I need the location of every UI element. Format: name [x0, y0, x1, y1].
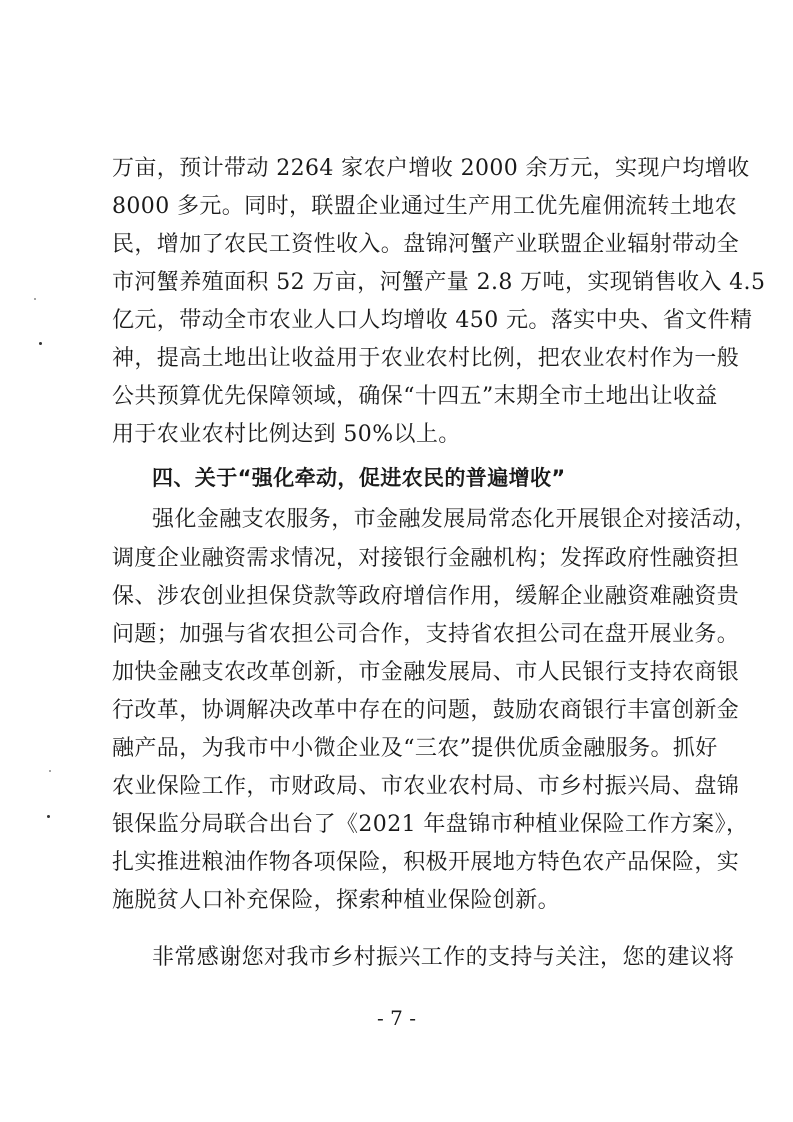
margin-speck: [34, 298, 36, 300]
paragraph-line: 融产品，为我市中小微企业及“三农”提供优质金融服务。抓好: [112, 736, 718, 761]
paragraph-line: 万亩，预计带动 2264 家农户增收 2000 余万元，实现户均增收: [112, 156, 750, 181]
paragraph-line: 8000 多元。同时，联盟企业通过生产用工优先雇佣流转土地农: [112, 194, 737, 219]
paragraph-line: 保、涉农创业担保贷款等政府增信作用，缓解企业融资难融资贵: [112, 584, 740, 609]
paragraph-line: 公共预算优先保障领域，确保“十四五”末期全市土地出让收益: [112, 384, 718, 409]
margin-speck: [47, 815, 50, 818]
paragraph-line: 调度企业融资需求情况，对接银行金融机构；发挥政府性融资担: [112, 546, 740, 571]
margin-speck: [39, 342, 42, 345]
paragraph-line: 民，增加了农民工资性收入。盘锦河蟹产业联盟企业辐射带动全: [112, 232, 740, 257]
paragraph-line: 银保监分局联合出台了《2021 年盘锦市种植业保险工作方案》，: [112, 812, 749, 837]
paragraph-line: 神，提高土地出让收益用于农业农村比例，把农业农村作为一般: [112, 346, 740, 371]
section-heading: 四、关于“强化牵动，促进农民的普遍增收”: [152, 466, 566, 490]
page-number: - 7 -: [377, 1006, 416, 1030]
paragraph-line: 施脱贫人口补充保险，探索种植业保险创新。: [112, 888, 561, 913]
paragraph-line: 行改革，协调解决改革中存在的问题，鼓励农商银行丰富创新金: [112, 698, 740, 723]
paragraph-line: 市河蟹养殖面积 52 万亩，河蟹产量 2.8 万吨，实现销售收入 4.5: [112, 270, 766, 295]
paragraph-line: 亿元，带动全市农业人口人均增收 450 元。落实中央、省文件精: [112, 308, 753, 333]
paragraph-line: 扎实推进粮油作物各项保险，积极开展地方特色农产品保险，实: [112, 850, 740, 875]
paragraph-line: 用于农业农村比例达到 50%以上。: [112, 422, 461, 447]
margin-speck: [49, 770, 51, 772]
paragraph-line: 加快金融支农改革创新，市金融发展局、市人民银行支持农商银: [112, 660, 740, 685]
paragraph-line: 非常感谢您对我市乡村振兴工作的支持与关注，您的建议将: [152, 945, 735, 970]
paragraph-line: 问题；加强与省农担公司合作，支持省农担公司在盘开展业务。: [112, 622, 740, 647]
paragraph-line: 农业保险工作，市财政局、市农业农村局、市乡村振兴局、盘锦: [112, 774, 740, 799]
paragraph-line: 强化金融支农服务，市金融发展局常态化开展银企对接活动，: [152, 507, 757, 532]
